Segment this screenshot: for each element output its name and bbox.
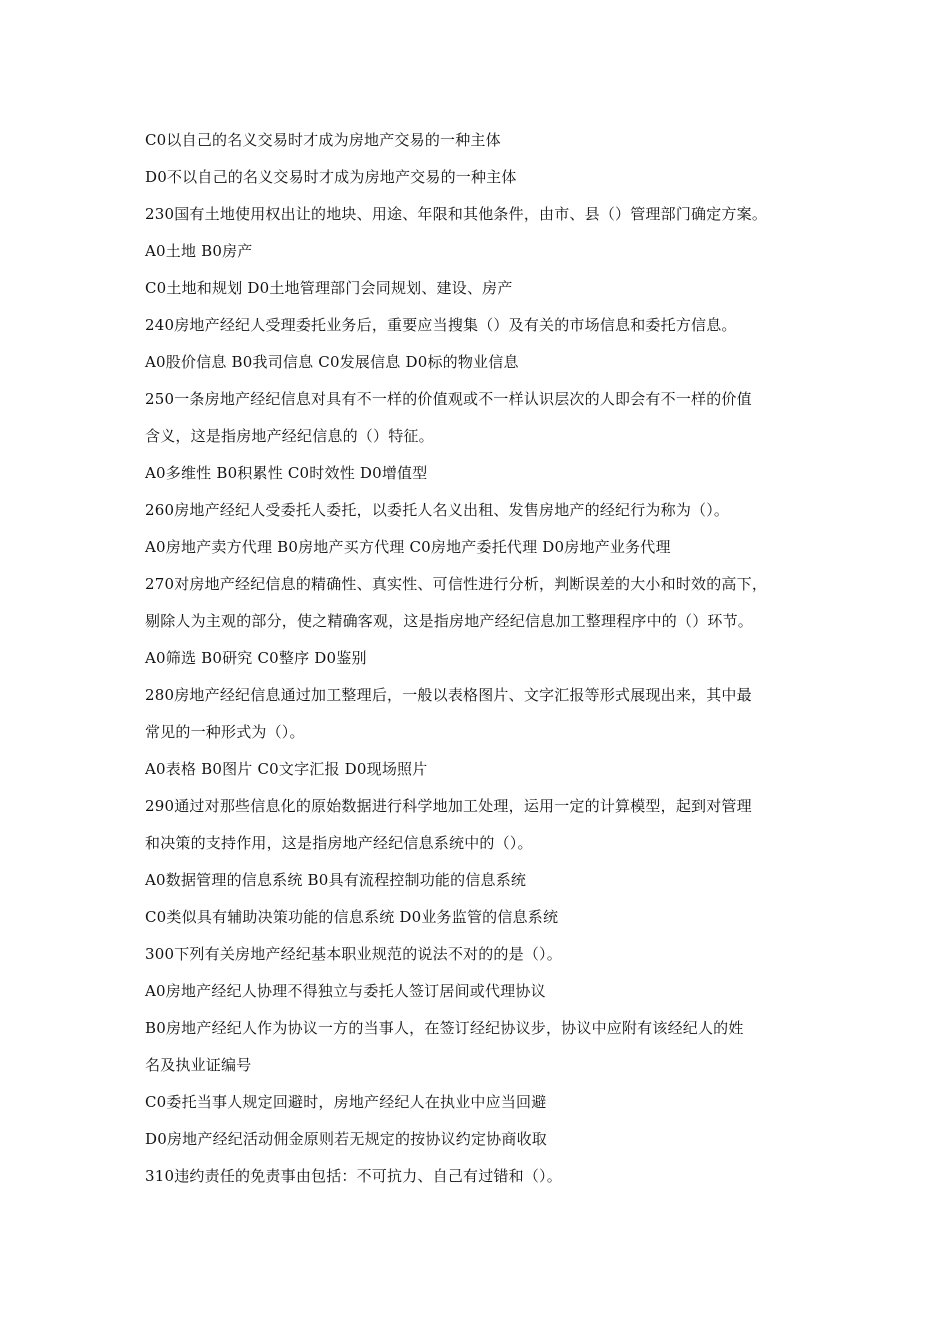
text-line: A0股价信息 B0我司信息 C0发展信息 D0标的物业信息 bbox=[145, 353, 519, 371]
text-line: A0房地产经纪人协理不得独立与委托人签订居间或代理协议 bbox=[145, 982, 546, 1000]
text-line: A0多维性 B0积累性 C0时效性 D0增值型 bbox=[145, 464, 428, 482]
text-line: 280房地产经纪信息通过加工整理后，一般以表格图片、文字汇报等形式展现出来，其中最 bbox=[145, 686, 752, 704]
text-line: 260房地产经纪人受委托人委托，以委托人名义出租、发售房地产的经纪行为称为（）。 bbox=[145, 501, 730, 519]
text-line: C0土地和规划 D0土地管理部门会同规划、建设、房产 bbox=[145, 279, 513, 297]
text-line: 常见的一种形式为（）。 bbox=[145, 723, 305, 741]
text-line: 240房地产经纪人受理委托业务后，重要应当搜集（）及有关的市场信息和委托方信息。 bbox=[145, 316, 737, 334]
text-line: A0数据管理的信息系统 B0具有流程控制功能的信息系统 bbox=[145, 871, 527, 889]
text-line: 270对房地产经纪信息的精确性、真实性、可信性进行分析，判断误差的大小和时效的高下， bbox=[145, 575, 768, 593]
text-line: 290通过对那些信息化的原始数据进行科学地加工处理，运用一定的计算模型，起到对管理 bbox=[145, 797, 752, 815]
text-line: B0房地产经纪人作为协议一方的当事人，在签订经纪协议步，协议中应附有该经纪人的姓 bbox=[145, 1019, 744, 1037]
text-line: 310违约责任的免责事由包括：不可抗力、自己有过错和（）。 bbox=[145, 1167, 562, 1185]
text-line: C0委托当事人规定回避时，房地产经纪人在执业中应当回避 bbox=[145, 1093, 547, 1111]
text-line: A0表格 B0图片 C0文字汇报 D0现场照片 bbox=[145, 760, 428, 778]
text-line: A0房地产卖方代理 B0房地产买方代理 C0房地产委托代理 D0房地产业务代理 bbox=[145, 538, 671, 556]
text-line: 含义，这是指房地产经纪信息的（）特征。 bbox=[145, 427, 434, 445]
text-line: A0土地 B0房产 bbox=[145, 242, 253, 260]
text-line: 剔除人为主观的部分，使之精确客观，这是指房地产经纪信息加工整理程序中的（）环节。 bbox=[145, 612, 754, 630]
text-line: 250一条房地产经纪信息对具有不一样的价值观或不一样认识层次的人即会有不一样的价值 bbox=[145, 390, 752, 408]
text-line: A0筛选 B0研究 C0整序 D0鉴别 bbox=[145, 649, 367, 667]
text-line: D0房地产经纪活动佣金原则若无规定的按协议约定协商收取 bbox=[145, 1130, 547, 1148]
document-body bbox=[145, 122, 835, 1195]
text-line: 230国有土地使用权出让的地块、用途、年限和其他条件，由市、县（）管理部门确定方案。 bbox=[145, 205, 768, 223]
text-line: C0类似具有辅助决策功能的信息系统 D0业务监管的信息系统 bbox=[145, 908, 559, 926]
text-line: D0不以自己的名义交易时才成为房地产交易的一种主体 bbox=[145, 168, 517, 186]
text-line: C0以自己的名义交易时才成为房地产交易的一种主体 bbox=[145, 131, 501, 149]
text-line: 名及执业证编号 bbox=[145, 1056, 252, 1074]
text-line: 300下列有关房地产经纪基本职业规范的说法不对的的是（）。 bbox=[145, 945, 562, 963]
text-line: 和决策的支持作用，这是指房地产经纪信息系统中的（）。 bbox=[145, 834, 533, 852]
